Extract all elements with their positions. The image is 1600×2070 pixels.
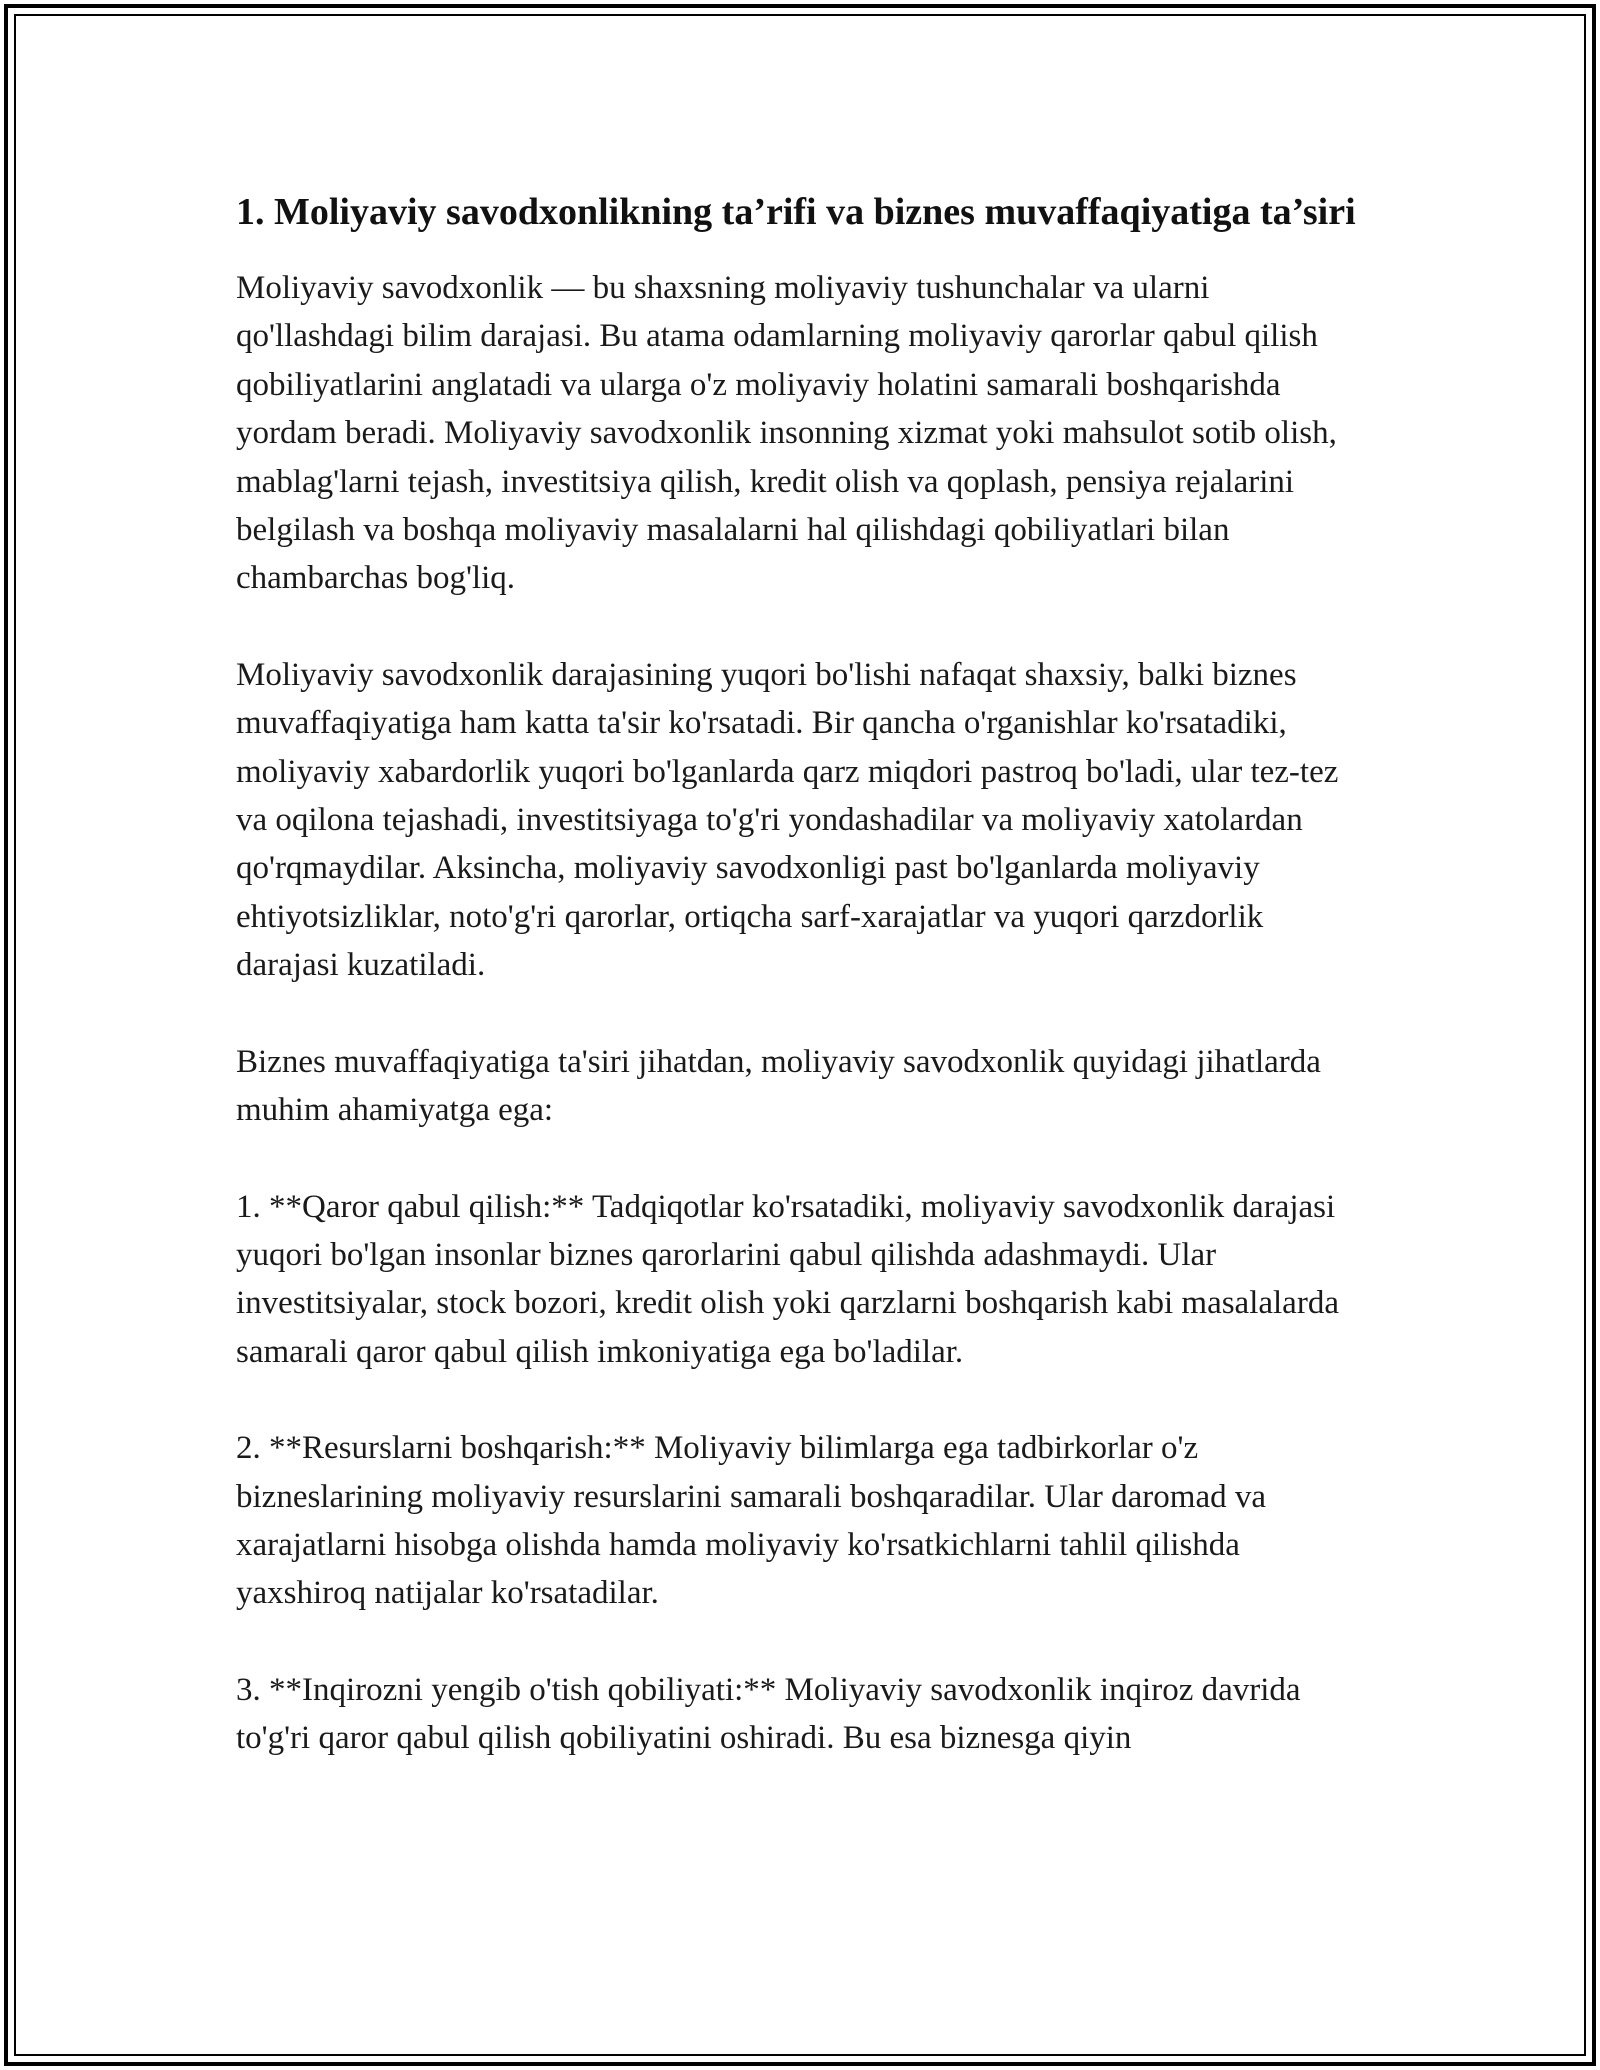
section-heading: 1. Moliyaviy savodxonlikning ta’rifi va biznes muvaffaqiyatiga ta’siri	[236, 191, 1356, 233]
paragraph-impact: Moliyaviy savodxonlik darajasining yuqori bo'lishi nafaqat shaxsiy, balki biznes muvaffaqiyatiga ham katta ta'sir ko'rsatadi. Bir qancha o'rganishlar ko'rsatadiki, moliyaviy xabardorlik yuqori bo'lganlarda qarz miqdori pastroq bo'ladi, ular tez-tez va oqilona tejashadi, investitsiyaga to'g'ri yondashadilar va moliyaviy xatolardan qo'rqmaydilar. Aksincha, moliyaviy savodxonligi past bo'lganlarda moliyaviy ehtiyotsizliklar, noto'g'ri qarorlar, ortiqcha sarf-xarajatlar va yuqori qarzdorlik darajasi kuzatiladi.	[236, 656, 1339, 984]
paragraph-definition: Moliyaviy savodxonlik — bu shaxsning moliyaviy tushunchalar va ularni qo'llashdagi bilim darajasi. Bu atama odamlarning moliyaviy qarorlar qabul qilish qobiliyatlarini anglatadi va ularga o'z moliyaviy holatini samarali boshqarishda yordam beradi. Moliyaviy savodxonlik insonning xizmat yoki mahsulot sotib olish, mablag'larni tejash, investitsiya qilish, kredit olish va qoplash, pensiya rejalarini belgilash va boshqa moliyaviy masalalarni hal qilishdagi qobiliyatlari bilan chambarchas bog'liq.	[236, 270, 1337, 597]
document-body	[236, 184, 1366, 1763]
list-item-resource-management: 2. **Resurslarni boshqarish:** Moliyaviy bilimlarga ega tadbirkorlar o'z bizneslarining moliyaviy resurslarini samarali boshqaradilar. Ular daromad va xarajatlarni hisobga olishda hamda moliyaviy ko'rsatkichlarni tahlil qilishda yaxshiroq natijalar ko'rsatadilar.	[236, 1430, 1267, 1612]
paragraph-intro-list: Biznes muvaffaqiyatiga ta'siri jihatdan, moliyaviy savodxonlik quyidagi jihatlarda muhim ahamiyatga ega:	[236, 1043, 1321, 1129]
list-item-crisis-resilience: 3. **Inqirozni yengib o'tish qobiliyati:** Moliyaviy savodxonlik inqiroz davrida to'g'ri qaror qabul qilish qobiliyatini oshiradi. Bu esa biznesga qiyin	[236, 1671, 1301, 1757]
list-item-decision-making: 1. **Qaror qabul qilish:** Tadqiqotlar ko'rsatadiki, moliyaviy savodxonlik darajasi yuqori bo'lgan insonlar biznes qarorlarini qabul qilishda adashmaydi. Ular investitsiyalar, stock bozori, kredit olish yoki qarzlarni boshqarish kabi masalalarda samarali qaror qabul qilish imkoniyatiga ega bo'ladilar.	[236, 1188, 1339, 1370]
